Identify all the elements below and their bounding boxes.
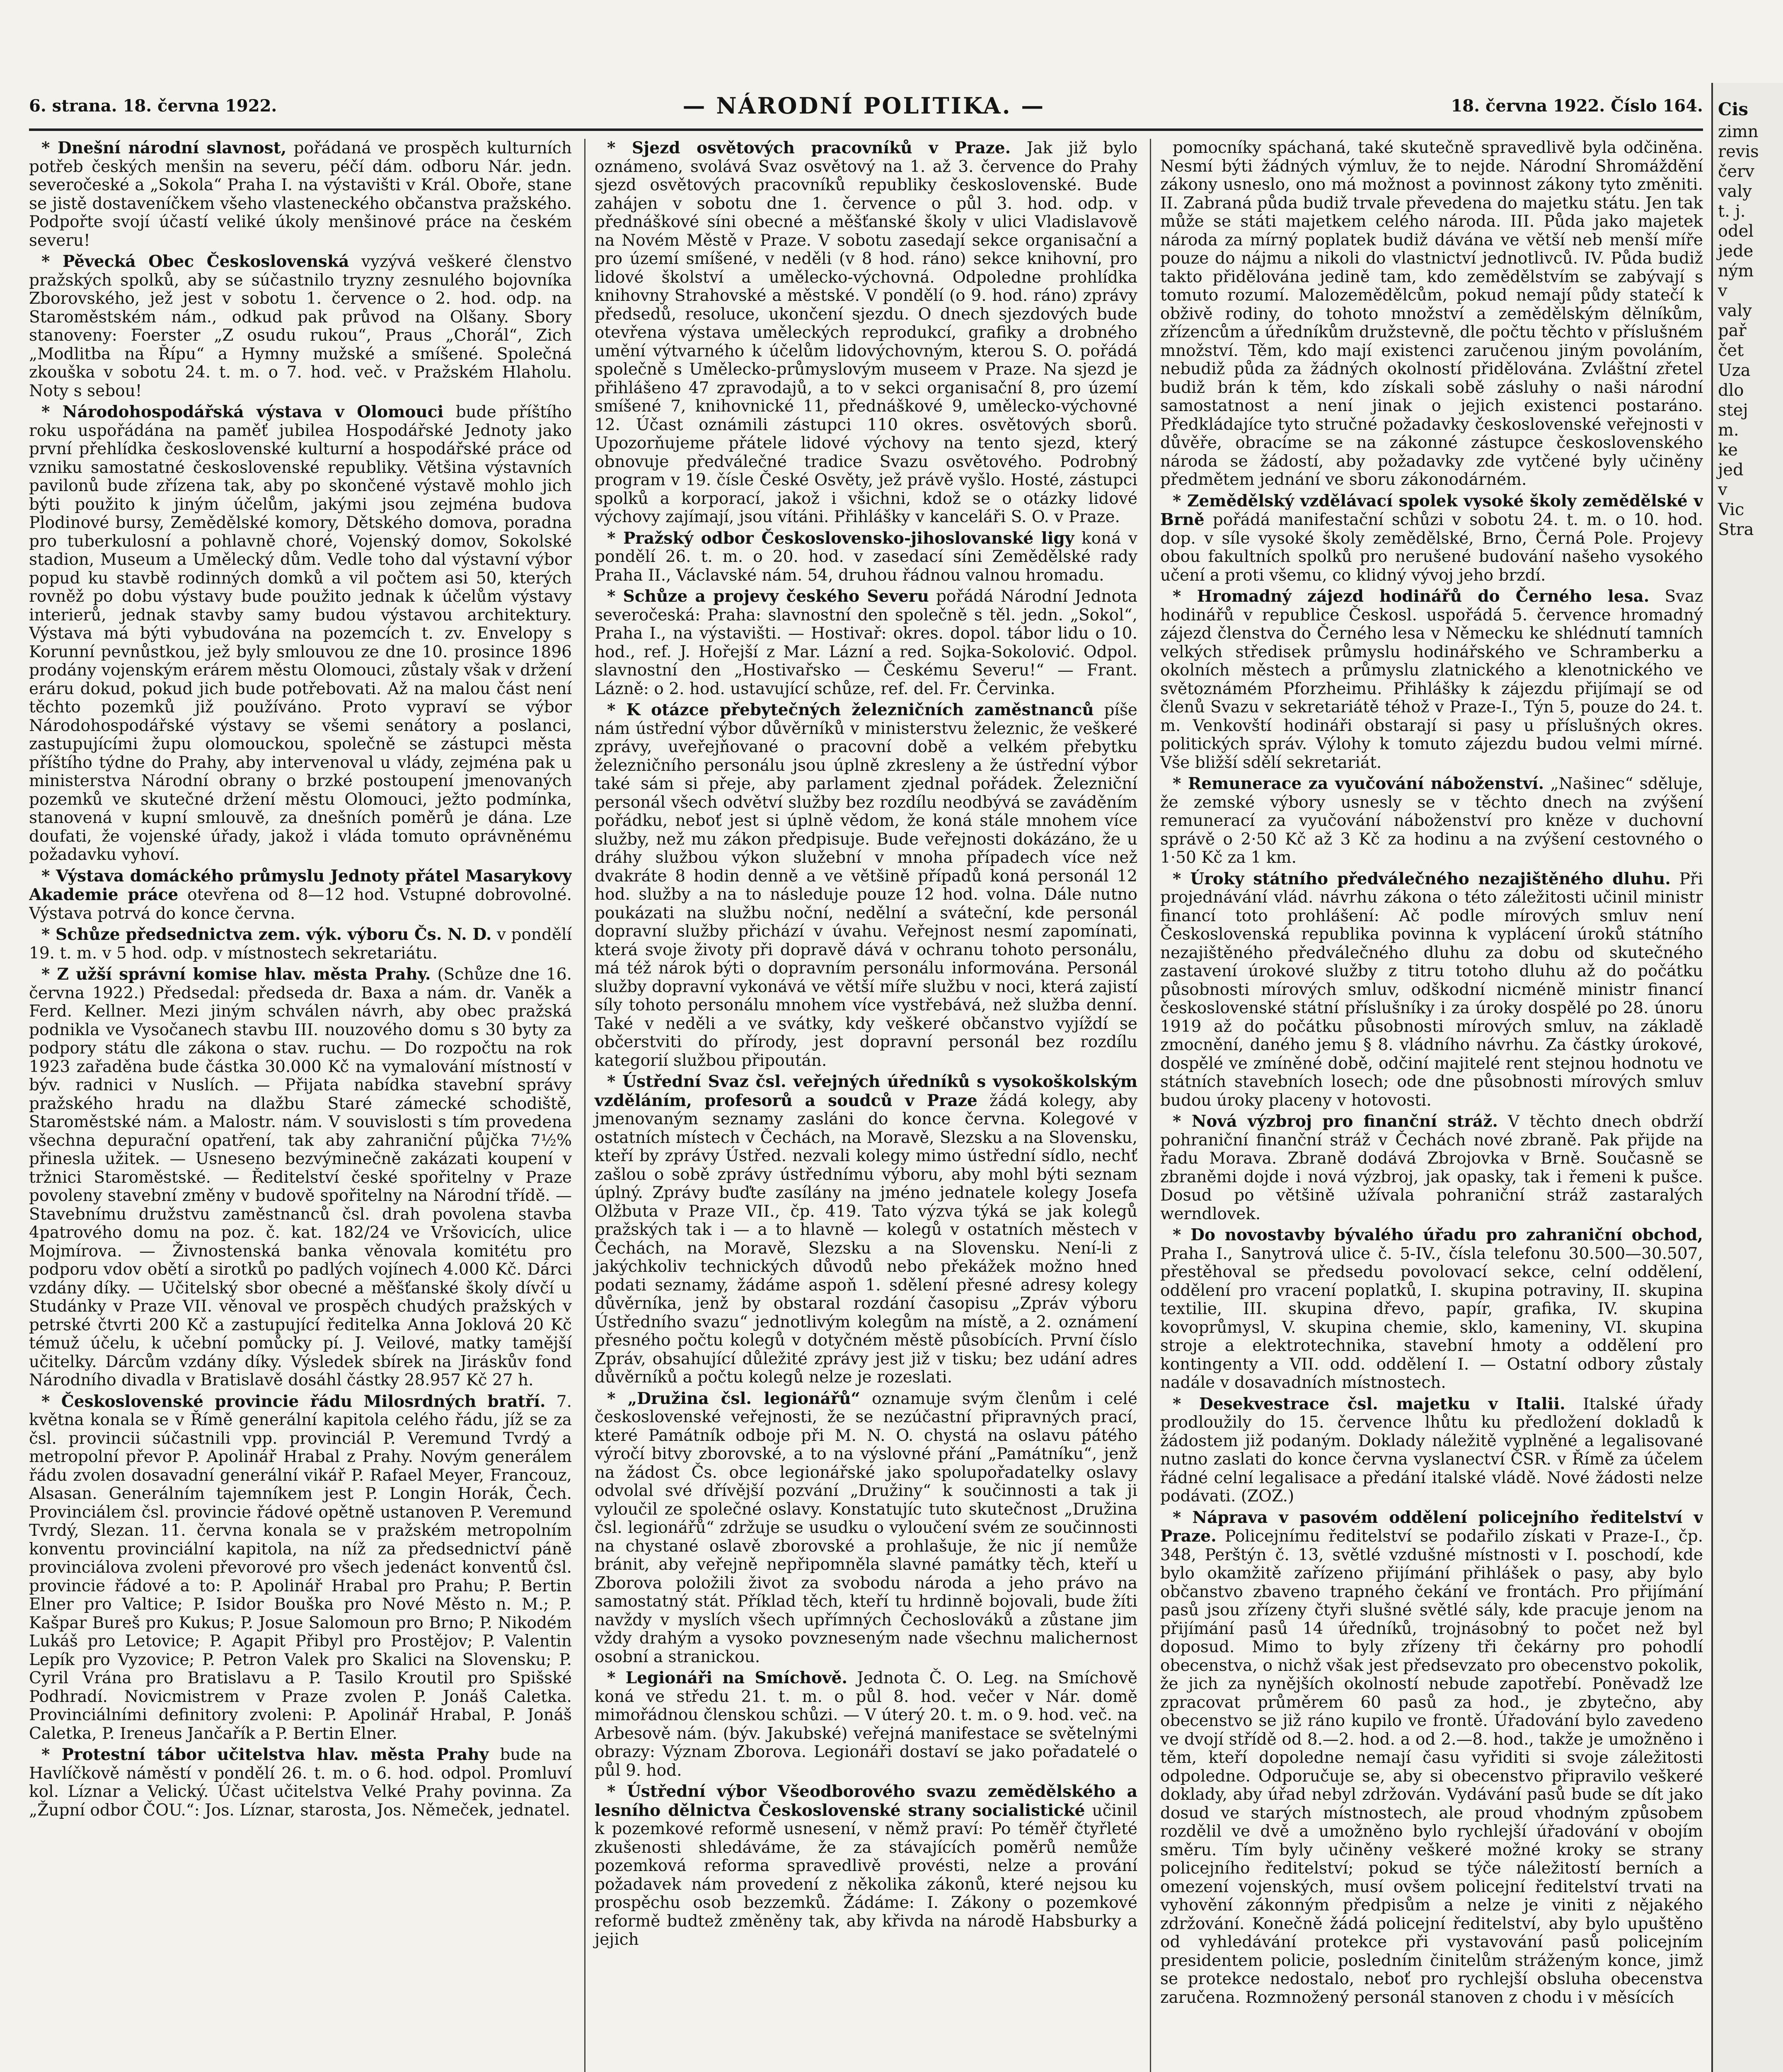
article-body: píše nám ústřední výbor důvěrníků v ministerstvu železnic, že veškeré zprávy, uveřejňované o pracovní době a velkém přebytku železničního personálu jsou úplně zkresleny a že ústřední výbor také sám si přeje, aby parlament zjednal pořádek. Železniční personál všech odvětví služby bez rozdílu neodbývá se zaváděním pořádku, neboť jest si úplně vědom, že koná stále mnohem více služby, než mu zákon předpisuje. Bude veřejnosti dokázáno, že u dráhy službou výkon služební v mnoha případech více než dvakráte 8 hodin denně a ve většině případů koná personál 12 hod. služby a na to následuje pouze 12 hod. volna. Dále nutno poukázati na službu noční, nedělní a sváteční, kde personál dopravní služby přichází v úvahu. Veřejnost nesmí zapomínati, která svoje životy při dopravě dává v ochranu tohoto personálu, má též nárok býti o dopravním personálu informována. Personál služby dopravní vykonává ve větší míře službu v noci, která zajistí síly tohoto personálu mnohem více vystřebává, než služba denní. Také v neděli a ve svátky, kdy veškeré občanstvo vyjíždí se občerstviti do přírody, jest dopravní personál bez rozdílu kategorií službou připoután. (595, 701, 1137, 1070)
article-columns (29, 139, 1703, 2072)
adjacent-page-fragment: ke (1718, 441, 1738, 460)
article-body: Praha I., Sanytrová ulice č. 5-IV., čísla telefonu 30.500—30.507, přestěhoval se předsedu povolovací sekce, celní oddělení, oddělení pro vracení poplatků, I. skupina potraviny, II. skupina textilie, III. skupina dřevo, papír, grafika, IV. skupina kovoprůmysl, V. skupina chemie, sklo, kameniny, VI. skupina stroje a elektrotechnika, stavební hmoty a oddělení pro kontingenty a VII. odd. oddělení I. — Ostatní odbory zůstaly nadále v dosavadních místnostech. (1160, 1244, 1703, 1392)
article-paragraph (595, 1389, 1137, 1667)
article-heading: * Sjezd osvětových pracovníků v Praze. (607, 139, 1011, 157)
adjacent-page-fragment: valy (1718, 301, 1752, 320)
header-date-left: 6. strana. 18. června 1922. (29, 96, 277, 116)
article-body: vyzývá veškeré členstvo pražských spolků, aby se súčastnilo tryzny zesnulého bojovníka Zborovského, jež jest v sobotu 1. července o 2. hod. odp. na Staroměstském nám., odkud pak průvod na Olšany. Sbory stanoveny: Foerster „Z osudu rukou“, Praus „Chorál“, Zich „Modlitba na Řípu“ a Hymny mužské a smíšené. Společná zkouška v sobotu 24. t. m. o 7. hod. več. v Pražském Hlaholu. Noty s sebou! (29, 252, 572, 400)
article-paragraph (1160, 1226, 1703, 1392)
article-paragraph (595, 1782, 1137, 1949)
article-body: pořádaná ve prospěch kulturních potřeb českých menšin na severu, péčí dám. odboru Nár. jedn. severočeské a „Sokola“ Praha I. na výstavišti v Král. Oboře, stane se jistě dostaveníčkem všeho vlasteneckého občanstva pražského. Podpořte svojí účastí veliké úkoly menšinové práce na českém severu! (29, 139, 572, 250)
article-body: v pondělí 19. t. m. v 5 hod. odp. v místnostech sekretariátu. (29, 925, 572, 963)
article-body: Jednota Č. O. Leg. na Smíchově koná ve středu 21. t. m. o půl 8. hod. večer v Nár. domě mimořádnou členskou schůzi. — V úterý 20. t. m. o 9. hod. več. na Arbesově nám. (býv. Jakubské) veřejná manifestace se světelnými obrazy: Význam Zborova. Legionáři dostaví se jako pořadatelé o půl 9. hod. (595, 1669, 1137, 1780)
adjacent-page-fragment: jed (1718, 460, 1744, 479)
article-paragraph (595, 529, 1137, 585)
adjacent-page-fragment: Vic (1718, 500, 1744, 519)
article-body: bude na Havlíčkově náměstí v pondělí 26. t. m. o 6. hod. odpol. Promluví kol. Líznar a Velický. Účast učitelstva Velké Prahy povinna. Za „Župní odbor ČOU.“: Jos. Líznar, starosta, Jos. Němeček, jednatel. (29, 1745, 572, 1820)
article-body: Při projednávání vlád. návrhu zákona o této záležitosti učinil ministr financí toto prohlášení: Ač podle mírových smluv není Československá republika povinna k vyplácení úroků státního nezajištěného předválečného dluhu za dobu od skutečného zastavení úrokové služby z titru totoho dluhu až do počátku působnosti mírových smluv, odškodní nicméně ministr financí československé státní příslušníky i za úroky dospělé po 28. únoru 1919 až do počátku působnosti mírových smluv, na základě zmocnění, daného jemu § 8. vládního návrhu. Za částky úrokové, dospělé ve zmíněné době, odčiní majitelé rent stejnou hodnotu ve státních stavebních losech; ode dne působnosti mírových smluv budou úroky placeny v hotovosti. (1160, 869, 1703, 1110)
adjacent-page-fragment: odel (1718, 222, 1754, 241)
article-body: Jak již bylo oznámeno, svolává Svaz osvětový na 1. až 3. července do Prahy sjezd osvětových pracovníků republiky československé. Bude zahájen v sobotu dne 1. července o půl 3. hod. odp. v přednáškové síni obecné a měšťanské školy v ulici Vladislavově na Novém Městě v Praze. V sobotu zasedají sekce organisační a pro území smíšené, v neděli (v 8 hod. ráno) sekce knihovní, pro lidové školství a umělecko-výchovná. Odpoledne prohlídka knihovny Strahovské a městské. V pondělí (o 9. hod. ráno) zprávy předsedů, resoluce, ukončení sjezdu. O dnech sjezdových bude otevřena výstava uměleckých reprodukcí, grafiky a drobného umění výtvarného k účelům lidovýchovným, kterou S. O. pořádá společně s Umělecko-průmyslovým museem v Praze. Na sjezd je přihlášeno 47 zpravodajů, a to v sekci organisační 8, pro území smíšené 7, knihovnické 11, přednáškové 9, umělecko-výchovné 12. Účast oznámili zástupci 110 okres. osvětových sborů. Upozorňujeme přátele lidové výchovy na tento sjezd, který obnovuje předválečné tradice Svazu osvětového. Podrobný program v 19. čísle České Osvěty, jež právě vyšlo. Hosté, zástupci spolků a korporací, jakož i všichni, kdož se o otázky lidové výchovy zajímají, jsou vítáni. Přihlášky v kanceláři S. O. v Praze. (595, 139, 1137, 526)
article-body: 7. května konala se v Římě generální kapitola celého řádu, jíž se za čsl. provincii súčastnili vpp. provinciál P. Veremund Tvrdý a metropolní převor P. Apolinář Hrabal z Prahy. Novým generálem řádu zvolen dosavadní generální vikář P. Rafael Meyer, Francouz, Alsasan. Generálním tajemníkem jest P. Longin Horák, Čech. Provinciálem čsl. provincie řádové opětně ustanoven P. Veremund Tvrdý, Slezan. 11. června konala se v pražském metropolním konventu provinciální kapitola, na níž za předsednictví páně provinciálova zvoleni převorové pro všech jedenáct konventů čsl. provincie řádové a to: P. Apolinář Hrabal pro Prahu; P. Bertin Elner pro Valtice; P. Isidor Bouška pro Nové Město n. M.; P. Kašpar Bureš pro Kukus; P. Josue Salomoun pro Brno; P. Nikodém Lukáš pro Letovice; P. Agapit Přibyl pro Prostějov; P. Valentin Lepík pro Vyzovice; P. Petron Valek pro Skalici na Slovensku; P. Cyril Vrána pro Bratislavu a P. Tasilo Kroutil pro Spišské Podhradí. Novicmistrem v Praze zvolen P. Jonáš Caletka. Provinciálními definitory zvoleni: P. Apolinář Hrabal, P. Jonáš Caletka, P. Ireneus Jančařík a P. Bertin Elner. (29, 1392, 572, 1743)
adjacent-page-fragment: Uza (1718, 361, 1751, 380)
article-paragraph (595, 587, 1137, 698)
article-heading: * Pěvecká Obec Československá (41, 252, 349, 271)
article-paragraph (595, 1072, 1137, 1387)
article-paragraph (29, 1745, 572, 1820)
article-heading: * Protestní tábor učitelstva hlav. města Prahy (41, 1745, 489, 1764)
article-paragraph (1160, 492, 1703, 585)
adjacent-page-edge (1711, 83, 1783, 2072)
article-heading: * K otázce přebytečných železničních zaměstnanců (607, 700, 1094, 719)
header-date-right: 18. června 1922. Číslo 164. (1451, 96, 1703, 116)
adjacent-page-fragment: Stra (1718, 520, 1754, 539)
article-paragraph (29, 925, 572, 963)
article-paragraph (29, 403, 572, 864)
article-paragraph (29, 867, 572, 923)
article-body: otevřena od 8—12 hod. Vstupné dobrovolné. Výstava potrvá do konce června. (29, 886, 572, 923)
column-3 (1150, 139, 1703, 2072)
adjacent-page-fragment: revis (1718, 142, 1759, 161)
adjacent-page-fragment: zimn (1718, 122, 1759, 141)
article-heading: * Náprava v pasovém oddělení policejního ředitelství v Praze. (1160, 1508, 1703, 1546)
column-1 (29, 139, 572, 2072)
article-paragraph (29, 139, 572, 250)
masthead-title: — NÁRODNÍ POLITIKA. — (682, 92, 1045, 119)
column-2 (584, 139, 1137, 2072)
article-paragraph (29, 1392, 572, 1743)
header-rule (29, 128, 1703, 131)
article-heading: * Schůze a projevy českého Severu (607, 587, 929, 606)
article-paragraph (1160, 1508, 1703, 2007)
adjacent-page-fragment: jede (1718, 242, 1754, 261)
article-heading: * Schůze předsednictva zem. výk. výboru Čs. N. D. (41, 925, 492, 944)
article-heading: * Pražský odbor Československo-jihoslovanské ligy (607, 528, 1074, 548)
article-body: V těchto dnech obdrží pohraniční finanční stráž v Čechách nové zbraně. Pak přijde na řadu Morava. Zbraně dodává Zbrojovka v Brně. Současně se zbraněmi dojde i nová výzbroj, jak opasky, tak i řemeni k pušce. Dosud po většině užívala pohraniční stráž zastaralých werndlovek. (1160, 1112, 1703, 1223)
article-heading: * Ústřední výbor Všeodborového svazu zemědělského a lesního dělnictva Československé strany socialistické (595, 1782, 1137, 1820)
article-paragraph (29, 252, 572, 400)
adjacent-page-fragment: pař (1718, 321, 1747, 340)
article-body: oznamuje svým členům i celé československé veřejnosti, že se nezúčastní připravných prací, které Památník odboje při M. N. O. chystá na oslavu pátého výročí bitvy zborovské, a to na výslovné přání „Památníku“, jenž na žádost Čs. obce legionářské jako spolupořadatelky oslavy odvolal své dřívější pozvání „Družiny“ k součinnosti a tak ji vyloučil ze společné oslavy. Konstatujíc tuto skutečnost „Družina čsl. legionářů“ zdržuje se usudku o vyloučení svém ze součinnosti na chystané oslavě zborovské a prohlašuje, že nic jí nemůže bránit, aby veřejně nepřipomněla slavné památky těch, kteří u Zborova položili život za svobodu národa a jeho právo na samostatný stát. Příklad těch, kteří tu hrdinně bojovali, bude žíti navždy v myslích všech upřímných Čechoslováků a zůstane jim vždy drahým a vysoko povzneseným nade všechnu malichernost osobní a stranickou. (595, 1389, 1137, 1666)
adjacent-page-fragment: v (1718, 480, 1727, 499)
article-paragraph (1160, 775, 1703, 867)
article-heading: * Dnešní národní slavnost, (41, 139, 287, 157)
article-paragraph (1160, 587, 1703, 772)
article-heading: * Z užší správní komise hlav. města Prahy. (41, 965, 431, 984)
article-body: (Schůze dne 16. června 1922.) Předsedal: předseda dr. Baxa a nám. dr. Vaněk a Ferd. Kellner. Mezi jiným schválen návrh, aby obec pražská podnikla ve Vysočanech stavbu III. nouzového domu s 30 byty za podpory státu dle zákona o stav. ruchu. — Do rozpočtu na rok 1923 zařaděna bude částka 30.000 Kč na vymalování místností v býv. radnici v Nuslích. — Přijata nabídka stavební správy pražského hradu na dlažbu Staré zámecké schodiště, Staroměstské nám. a Malostr. nám. V souvislosti s tím provedena všechna depurační opatření, tak aby zahraniční půjčka 7½% přinesla užitek. — Usneseno bezvýminečně zakázati koupení v tržnici Staroměstské. — Ředitelství české spořitelny v Praze povoleny stavební změny v budově spořitelny na Národní třídě. — Stavebnímu družstvu zaměstnanců čsl. drah povolena stavba 4patrového domu na poz. č. kat. 182/24 ve Vršovicích, ulice Mojmírova. — Živnostenská banka věnovala komitétu pro podporu vdov obětí a sirotků po padlých vojínech 4.000 Kč. Dárci vzdány díky. — Učitelský sbor obecné a měšťanské školy dívčí u Studánky v Praze VII. věnoval ve prospěch chudých pražských v petrské čtvrti 200 Kč a zastupující ředitelka Anna Joklová 20 Kč témuž účelu, k učební pomůcky pí. J. Veilové, matky tamější učitelky. Dárcům vzdány díky. Výsledek sbírek na Jiráskův fond Národního divadla v Bratislavě dosáhl částky 28.957 Kč 27 h. (29, 965, 572, 1389)
article-body: „Našinec“ sděluje, že zemské výbory usnesly se v těchto dnech na zvýšení remunerací za vyučování náboženství pro kněze v duchovní správě o 2·50 Kč až 3 Kč za hodinu a na zvýšení cestovného o 1·50 Kč za 1 km. (1160, 775, 1703, 867)
article-heading: * Do novostavby bývalého úřadu pro zahraniční obchod, (1173, 1225, 1703, 1244)
adjacent-page-fragment: červ (1718, 162, 1754, 181)
adjacent-page-fragment: t. j. (1718, 202, 1746, 221)
article-paragraph (1160, 1395, 1703, 1506)
adjacent-page-fragment: v (1718, 281, 1727, 300)
article-heading: * Úroky státního předválečného nezajištěného dluhu. (1173, 869, 1671, 888)
article-heading: * Výstava domáckého průmyslu Jednoty přátel Masarykovy Akademie práce (29, 866, 572, 904)
article-heading: * Československé provincie řádu Milosrdných bratří. (41, 1392, 546, 1411)
article-heading: * Zemědělský vzdělávací spolek vysoké školy zemědělské v Brně (1160, 491, 1703, 529)
article-paragraph (29, 965, 572, 1390)
article-paragraph (1160, 870, 1703, 1110)
article-heading: * „Družina čsl. legionářů“ (607, 1389, 860, 1408)
page-header (29, 87, 1703, 124)
article-heading: * Remunerace za vyučování náboženství. (1173, 774, 1544, 793)
article-body: Italské úřady prodloužily do 15. července lhůtu ku předložení dokladů k žádostem již podaným. Doklady náležitě vyplněné a legalisované nutno zaslati do konce června vyslanectví ČSR. v Římě za účelem řádné celní legalisace a předání italské vládě. Nové žádosti nelze podávati. (ZOZ.) (1160, 1394, 1703, 1506)
article-heading: * Národohospodářská výstava v Olomouci (41, 402, 444, 421)
adjacent-page-fragment: ným (1718, 261, 1754, 281)
article-body: Policejnímu ředitelství se podařilo získati v Praze-I., čp. 348, Perštýn č. 13, světlé vzdušné místnosti v I. poschodí, kde bylo okamžitě zařízeno přijímání přihlášek o pasy, aby bylo občanstvo zbaveno trapného čekání ve frontách. Pro přijímání pasů jsou zřízeny čtyři slušné světlé sály, kde pracuje jenom na přijímání pasů 14 úředníků, trojnásobný to počet než byl doposud. Mimo to byly zřízeny tři čekárny pro pohodlí obecenstva, o nichž však jest předsevzato pro obecenstvo pokolik, že jich za nynějších okolností nebude zapotřebí. Poněvadž lze zpracovat průměrem 60 pasů za hod., je zbytečno, aby obecenstvo se již ráno kupilo ve frontě. Úřadování bylo zavedeno ve dvojí střídě od 8.—2. hod. a od 2.—8. hod., takže je umožněno i těm, kteří dopoledne nemají času vyřiditi si svoje záležitosti odpoledne. Odporučuje se, aby si obecenstvo připravilo veškeré doklady, aby úřad nebyl zdržován. Vydávání pasů bude se dít jako dosud ve starých místnostech, ale proud vhodným způsobem rozdělil ve dvě a umožněno bylo rychlejší úřadování v obojím směru. Tím byly učiněny veškeré možné kroky se strany policejního ředitelství; pokud se týče náležitostí berních a omezení vojenských, musí ovšem policejní ředitelství trvati na vyhovění zákonným předpisům a nelze je viniti z nějakého zdržování. Konečně žádá policejní ředitelství, aby bylo upuštěno od vyhledávání protekce při vystavování pasů policejním presidentem policie, posledním činitelům stráženým konce, jimž se protekce nedostalo, neboť pro rychlejší obsluha obecenstva zaručena. Rozmnožený personál stanoven z chodu i v měsících (1160, 1527, 1703, 2007)
article-heading: * Legionáři na Smíchově. (607, 1668, 847, 1687)
article-paragraph (595, 701, 1137, 1070)
article-heading: * Hromadný zájezd hodinářů do Černého lesa. (1173, 587, 1650, 606)
article-body: pořádá Národní Jednota severočeská: Praha: slavnostní den společně s těl. jedn. „Sokol“, Praha I., na výstavišti. — Hostivař: okres. dopol. tábor lidu o 10. hod., ref. J. Hořejší z Mar. Lázní a red. Sojka-Sokolović. Odpol. slavnostní den „Hostivařsko — Českému Severu!“ — Frant. Lázně: o 2. hod. ustavující schůze, ref. del. Fr. Červinka. (595, 587, 1137, 698)
adjacent-page-fragment: valy (1718, 182, 1752, 201)
article-paragraph (1160, 1112, 1703, 1223)
adjacent-page-heading: Cis (1718, 99, 1749, 119)
article-paragraph (1160, 139, 1703, 489)
article-heading: * Desekvestrace čsl. majetku v Italii. (1173, 1394, 1565, 1414)
article-body: pomocníky spáchaná, také skutečně spravedlivě byla odčiněna. Nesmí býti žádných výmluv, že to nejde. Národní Shromáždění zákony usneslo, ono má možnost a povinnost zákony tyto změniti. II. Zabraná půda budiž trvale převedena do majetku státu. Jen tak může se státi majetkem celého národa. III. Půda jako majetek národa za mírný poplatek budiž dávána ve větší neb menší míře pouze do nájmu a nikoli do vlastnictví jednotlivců. IV. Půda budiž takto přidělována jedině tam, kdo zemědělstvím se zabývají s tomuto rozumí. Malozemědělcům, pokud nemají půdy statečí k obživě rodiny, do tohoto množství a zemědělským dělníkům, zřízencům a úředníkům družstevně, dle počtu těchto v příslušném množství. Těm, kdo mají existenci zaručenou jiným povoláním, nebudiž půda za žádných okolností přidělována. Zvláštní zřetel budiž brán k těm, kdo získali sobě zásluhy o naši národní samostatnost a není jinak o jejich existenci postaráno. Předkládajíce tyto stručné požadavky československé veřejnosti v důvěře, obracíme se na zákonné zástupce československého národa se žádostí, aby požadavky zde vytčené byly učiněny předmětem jednání ve sboru zákonodárném. (1160, 139, 1703, 489)
article-body: žádá kolegy, aby jmenovaným seznamy zasláni do konce června. Kolegové v ostatních místech v Čechách, na Moravě, Slezsku a na Slovensku, kteří by zprávy Ústřed. nezvali kolegy mimo ústřední sídlo, nechť zašlou o sobě zprávy ústřednímu výboru, aby mohl býti seznam úplný. Zprávy buďte zasílány na jméno jednatele kolegy Josefa Olžbuta v Praze VII., čp. 419. Tato výzva týká se jak kolegů pražských tak i — a to hlavně — kolegů v ostatních městech v Čechách, na Moravě, Slezsku a na Slovensku. Není-li z jakýchkoliv technických důvodů nebo překážek možno hned podati seznamy, žádáme aspoň 1. sdělení přesné adresy kolegy důvěrníka, jenž by obstaral rozdání časopisu „Zpráv výboru Ústředního svazu“ jednotlivým kolegům na místě, a 2. oznámení přesného počtu kolegů v dotyčném městě působících. První číslo Zpráv, obsahující důležité zprávy jest již v tisku; bez udání adres důvěrníků a počtu kolegů nelze je rozeslati. (595, 1091, 1137, 1387)
article-heading: * Nová výzbroj pro finanční stráž. (1173, 1112, 1498, 1131)
article-body: bude příštího roku uspořádána na paměť jubilea Hospodářské Jednoty jako první přehlídka československé kulturní a hospodářské práce od vzniku samostatné československé republiky. Většina výstavních pavilonů bude zřízena tak, aby po skončené výstavě mohlo jich býti použito k jiným účelům, jakými jsou zejména budova Plodinové bursy, Zemědělské komory, Dětského domova, poradna pro tuberkulosní a pohlavně choré, Vojenský domov, Sokolské stadion, Museum a Umělecký dům. Vedle toho dal výstavní výbor popud ku stavbě rodinných domků a vil počtem asi 50, kterých rovněž po dobu výstavy bude použito jednak k účelům výstavy interierů, jednak stavby samy budou výstavou architektury. Výstava má býti vybudována na pozemcích t. zv. Envelopy s Korunní pevnůstkou, jež byly smlouvou ze dne 10. prosince 1896 prodány vojenským erárem městu Olomouci, zůstaly však v držení eráru dokud, pokud jich bude potřebovati. Až na malou část není těchto pozemků již používáno. Proto vypraví se výbor Národohospodářské výstavy se všemi senátory a poslanci, zastupujícími župu olomouckou, společně se zástupci města příštího týdne do Prahy, aby intervenoval u vlády, zejména pak u ministerstva Národní obrany o brzké postoupení jmenovaných pozemků ve skutečné držení městu Olomouci, ježto podmínka, stanovená v kupní smlouvě, za dnešních poměrů je dána. Lze doufati, že vojenské úřady, jakož i vláda tomuto oprávněnému požadavku vyhoví. (29, 403, 572, 864)
article-body: koná v pondělí 26. t. m. o 20. hod. v zasedací síni Zemědělské rady Praha II., Václavské nám. 54, druhou řádnou valnou hromadu. (595, 529, 1137, 585)
article-paragraph (595, 1669, 1137, 1780)
adjacent-page-fragment: stej (1718, 401, 1748, 420)
article-body: Svaz hodinářů v republice Českosl. uspořádá 5. července hromadný zájezd členstva do Černého lesa v Německu ke shlédnutí tamních velkých středisek průmyslu hodinářského ve Schramberku a okolních městech a průmyslu zlatnického a klenotnického ve světoznámém Pforzheimu. Přihlášky k zájezdu přijímají se od členů Svazu v sekretariátě téhož v Praze-I., Týn 5, pouze do 24. t. m. Venkovští hodináři obstarají si pasy u příslušných okres. politických správ. Výlohy k tomuto zájezdu budou velmi mírné. Vše bližší sdělí sekretariát. (1160, 587, 1703, 772)
article-body: pořádá manifestační schůzi v sobotu 24. t. m. o 10. hod. dop. v síle vysoké školy zemědělské, Brno, Černá Pole. Projevy obou fakultních spolků pro nerušené budování našeho vysokého učení a proti všemu, co klidný vývoj jeho brzdí. (1160, 511, 1703, 585)
article-paragraph (595, 139, 1137, 527)
adjacent-page-fragment: m. (1718, 421, 1739, 440)
article-heading: * Ústřední Svaz čsl. veřejných úředníků s vysokoškolským vzděláním, profesorů a soudců v Praze (595, 1072, 1137, 1110)
adjacent-page-fragment: dlo (1718, 381, 1744, 400)
adjacent-page-fragment: čet (1718, 341, 1744, 360)
article-body: učinil k pozemkové reformě usnesení, v němž praví: Po téměř čtyřleté zkušenosti shledáváme, že za stávajících poměrů nemůže pozemková reforma spravedlivě provésti, nelze a prování požadavek nám provedení z několika zákonů, které nejsou ku prospěchu osob bezzemků. Žádáme: I. Zákony o pozemkové reformě budtež změněny tak, aby křivda na národě Habsburky a jejich (595, 1801, 1137, 1949)
